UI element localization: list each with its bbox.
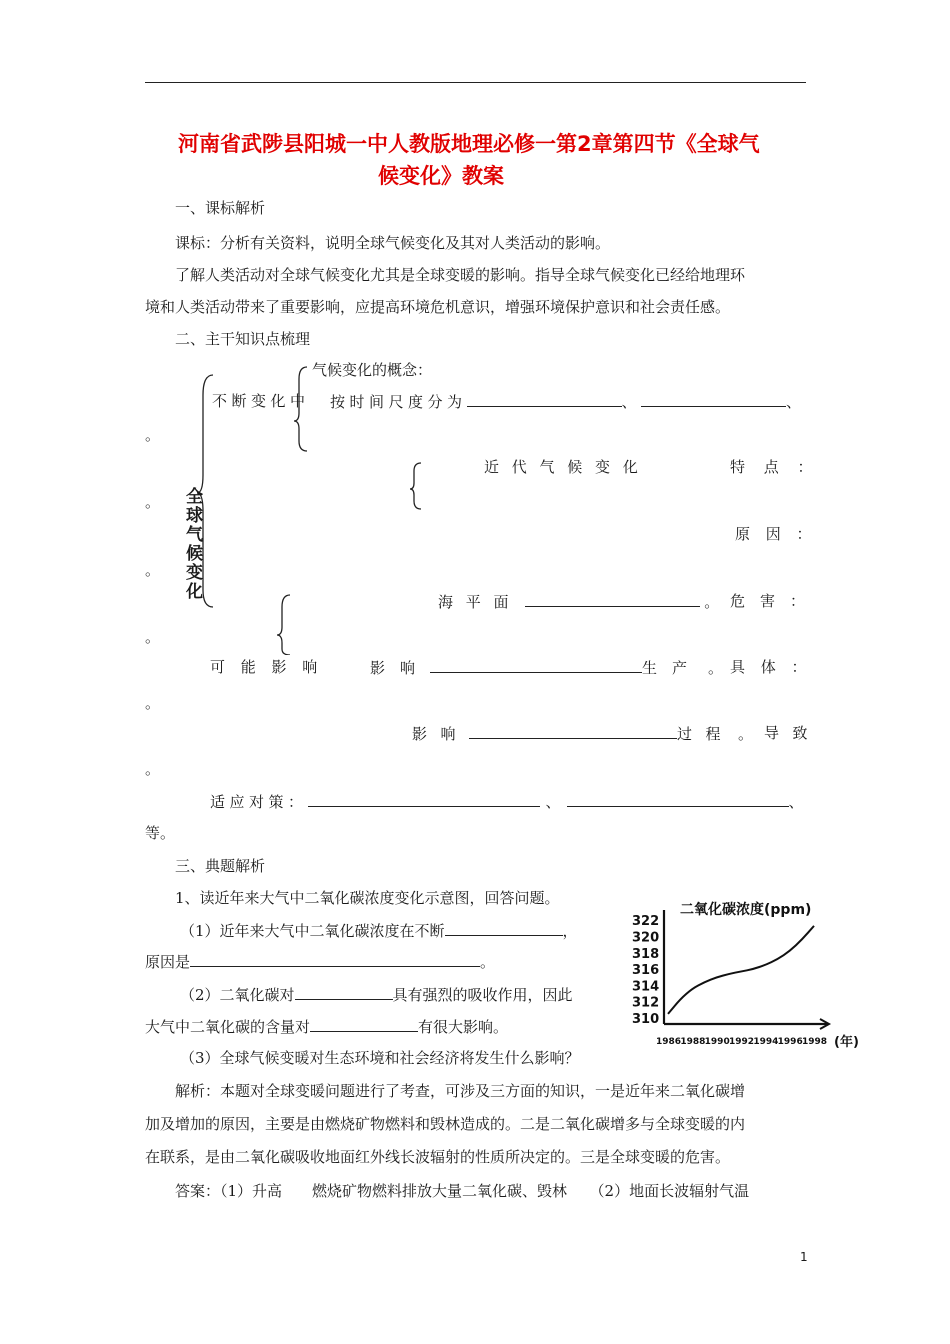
impact-label-1: 影响 (370, 659, 431, 677)
period-4: 。 (145, 628, 161, 646)
impact-brace (277, 595, 290, 655)
process-label: 过程 (677, 725, 735, 743)
header-rule (145, 82, 806, 83)
x-tick-label: 1998 (802, 1037, 828, 1047)
question-1-3: （3）全球气候变暖对生态环境和社会经济将发生什么影响？ (180, 1049, 580, 1067)
harm-label: 危害： (730, 592, 821, 610)
x-tick-label: 1988 (680, 1037, 706, 1047)
section-heading-1: 一、课标解析 (175, 199, 266, 217)
root-label-vertical: 全球气候变化 (186, 487, 203, 602)
concept-label: 气候变化的概念： (312, 361, 433, 379)
sea-level-row (438, 590, 719, 612)
q1-1-comma: ， (562, 922, 578, 940)
q1-2-end: 有很大影响。 (418, 1018, 509, 1036)
chart-x-label: (年) (834, 1035, 859, 1050)
impact-blank-1[interactable] (430, 656, 642, 673)
period-8: 。 (145, 760, 161, 778)
sea-level-blank[interactable] (525, 590, 700, 607)
q1-2-text: （2）二氧化碳对 (180, 986, 295, 1004)
x-tick-label: 1992 (729, 1037, 755, 1047)
q1-1-text: （1）近年来大气中二氧化碳浓度在不断 (180, 922, 445, 940)
period-7: 。 (738, 725, 754, 743)
period-2: 。 (145, 493, 161, 511)
modern-brace (410, 463, 421, 509)
period-6: 。 (145, 694, 161, 712)
y-tick-label: 314 (632, 979, 660, 995)
q1-1-period: 。 (480, 953, 496, 971)
impact-row-2 (412, 722, 753, 744)
etc-label: 等。 (145, 824, 176, 842)
co2-series-line (668, 926, 814, 1014)
question-1-2-line1 (180, 983, 573, 1005)
production-label: 生产 (642, 659, 703, 677)
q1-2-text2: 大气中二氧化碳的含量对 (145, 1018, 311, 1036)
x-tick-label: 1994 (753, 1037, 779, 1047)
y-tick-label: 318 (632, 946, 660, 962)
y-tick-label: 312 (632, 995, 660, 1011)
changing-label: 不断变化中 (212, 392, 310, 410)
comma-1: 、 (621, 393, 642, 411)
section-heading-3: 三、典题解析 (175, 857, 266, 875)
feature-label: 特点： (730, 458, 832, 476)
curriculum-standard: 课标：分析有关资料，说明全球气候变化及其对人类活动的影响。 (175, 234, 611, 252)
x-tick-label: 1996 (777, 1037, 803, 1047)
y-tick-label: 320 (632, 930, 660, 946)
question-1: 1、读近年来大气中二氧化碳浓度变化示意图，回答问题。 (175, 889, 560, 907)
curriculum-paragraph-line2: 境和人类活动带来了重要影响，应提高环境危机意识，增强环境保护意识和社会责任感。 (145, 298, 731, 316)
page-number: 1 (800, 1250, 808, 1264)
question-1-1-line2 (145, 950, 495, 972)
analysis-line2: 加及增加的原因，主要是由燃烧矿物燃料和毁林造成的。二是二氧化碳增多与全球变暖的内 (145, 1115, 746, 1133)
countermeasure-blank-2[interactable] (567, 790, 789, 807)
question-1-1-line1 (180, 919, 578, 941)
countermeasure-blank-1[interactable] (308, 790, 540, 807)
timescale-label: 按时间尺度分为 (330, 393, 467, 411)
period-sea: 。 (704, 593, 720, 611)
chart-title: 二氧化碳浓度(ppm) (680, 902, 812, 918)
comma-2: 、 (786, 393, 806, 411)
analysis-line1: 解析：本题对全球变暖问题进行了考查，可涉及三方面的知识，一是近年来二氧化碳增 (175, 1082, 746, 1100)
q1-2-blank-2[interactable] (310, 1015, 418, 1032)
timescale-row (330, 390, 806, 412)
document-title-line2: 候变化》教案 (378, 164, 504, 188)
document-title-line1: 河南省武陟县阳城一中人教版地理必修一第2章第四节《全球气 (178, 132, 760, 156)
period-5: 。 (708, 659, 724, 677)
countermeasure-row (210, 790, 804, 812)
timescale-blank-2[interactable] (641, 390, 786, 407)
answer-line: 答案：（1）升高 燃烧矿物燃料排放大量二氧化碳、毁林 （2）地面长波辐射气温 (175, 1182, 750, 1200)
section-heading-2: 二、主干知识点梳理 (175, 330, 311, 348)
x-tick-label: 1986 (656, 1037, 682, 1047)
q1-1-blank-2[interactable] (190, 950, 480, 967)
specific-label: 具体： (730, 658, 823, 676)
y-tick-label: 310 (632, 1012, 660, 1027)
period-1: 。 (145, 426, 161, 444)
q1-2-mid: 具有强烈的吸收作用，因此 (392, 986, 573, 1004)
y-tick-label: 316 (632, 963, 660, 979)
y-tick-label: 322 (632, 914, 660, 930)
co2-concentration-chart (628, 892, 868, 1062)
sea-level-label: 海平面 (438, 593, 522, 611)
q1-1-reason: 原因是 (145, 953, 191, 971)
impact-label-2: 影响 (412, 725, 470, 743)
question-1-2-line2 (145, 1015, 508, 1037)
x-tick-label: 1990 (704, 1037, 730, 1047)
timescale-blank-1[interactable] (467, 390, 622, 407)
comma-3: 、 (545, 793, 561, 811)
cause-label: 原因： (735, 525, 828, 543)
lead-to-label: 导致 (764, 724, 822, 742)
countermeasure-label: 适应对策： (210, 793, 308, 811)
curriculum-paragraph-line1: 了解人类活动对全球气候变化尤其是全球变暖的影响。指导全球气候变化已经给地理环 (175, 266, 746, 284)
modern-change-label: 近代气候变化 (484, 458, 651, 476)
impact-row-1 (370, 656, 723, 678)
q1-1-blank-1[interactable] (445, 919, 563, 936)
impact-blank-2[interactable] (469, 722, 677, 739)
comma-4: 、 (788, 793, 804, 811)
analysis-line3: 在联系，是由二氧化碳吸收地面红外线长波辐射的性质所决定的。三是全球变暖的危害。 (145, 1148, 731, 1166)
q1-2-blank-1[interactable] (295, 983, 393, 1000)
period-3: 。 (145, 561, 161, 579)
possible-impact-label: 可能影响 (210, 658, 334, 676)
